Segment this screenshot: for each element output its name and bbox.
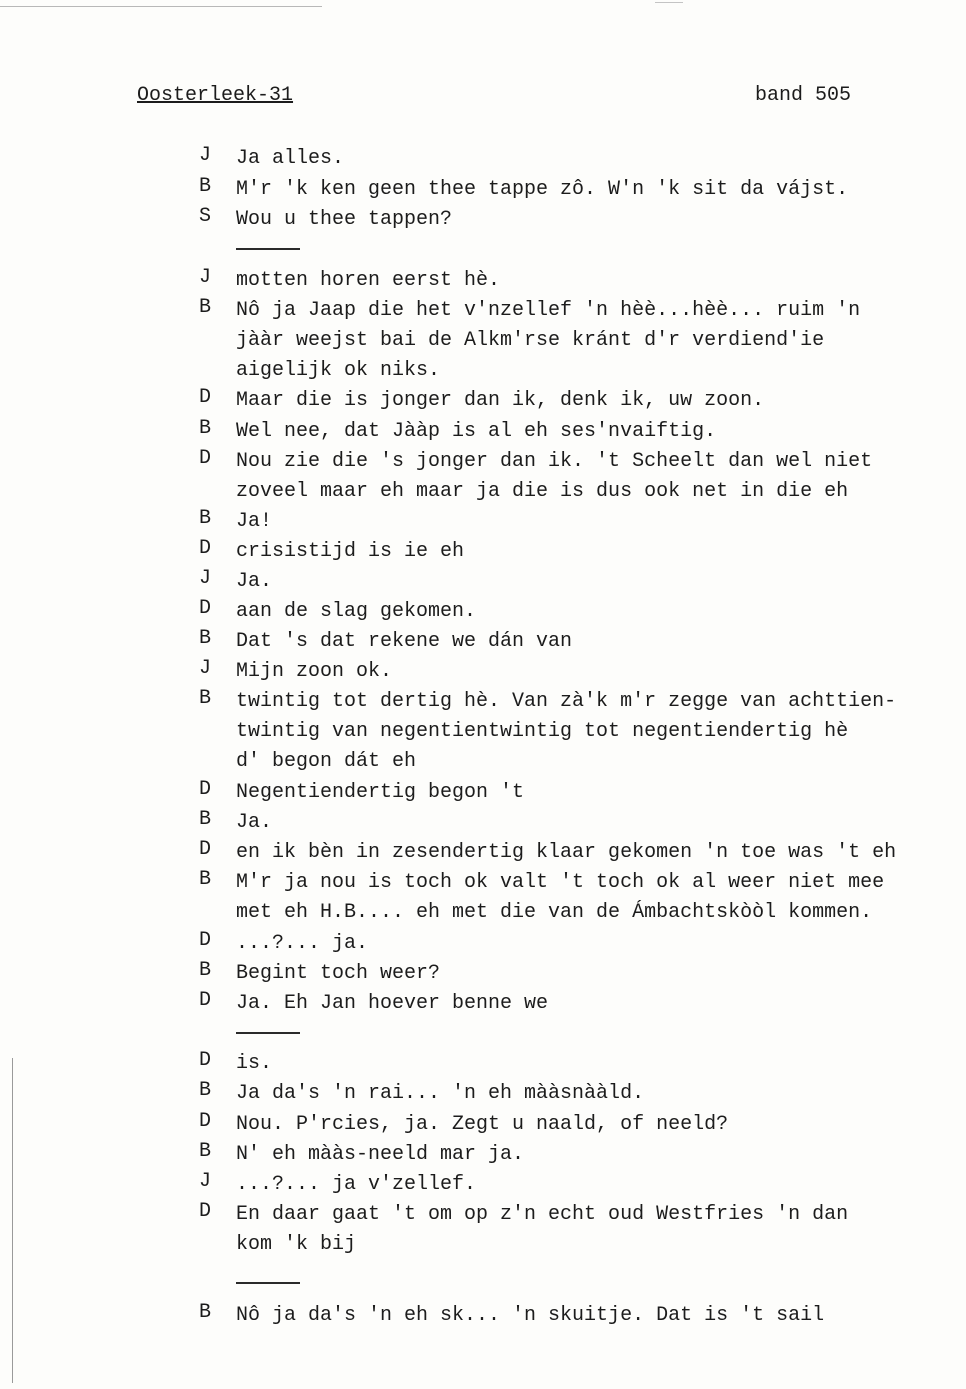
- utterance-line: Ja. Eh Jan hoever benne we: [236, 992, 549, 1015]
- page-header: [0, 84, 966, 114]
- utterance-line: Ja.: [236, 570, 273, 593]
- utterance-line: Nou. P'rcies, ja. Zegt u naald, of neeld?: [236, 1113, 729, 1136]
- utterance-line: Ja da's 'n rai... 'n eh mààsnààld.: [236, 1082, 645, 1105]
- speaker-label: B: [199, 1140, 212, 1163]
- speaker-label: D: [199, 386, 212, 409]
- speaker-label: J: [199, 266, 212, 289]
- speaker-label: D: [199, 838, 212, 861]
- utterance-line: Mijn zoon ok.: [236, 660, 393, 683]
- utterance-line: En daar gaat 't om op z'n echt oud Westfries 'n dan: [236, 1203, 849, 1226]
- band-number: band 505: [755, 84, 852, 107]
- speaker-label: D: [199, 537, 212, 560]
- utterance-line: Ja alles.: [236, 147, 345, 170]
- utterance-line: Nô ja da's 'n eh sk... 'n skuitje. Dat is 't sail: [236, 1304, 825, 1327]
- speaker-label: B: [199, 868, 212, 891]
- speaker-label: B: [199, 687, 212, 710]
- utterance-line: M'r ja nou is toch ok valt 't toch ok al weer niet mee: [236, 871, 885, 894]
- speaker-label: S: [199, 205, 212, 228]
- utterance-line: Begint toch weer?: [236, 962, 441, 985]
- document-title: Oosterleek-31: [137, 84, 294, 107]
- utterance-line: ...?... ja.: [236, 932, 369, 955]
- utterance-line: Dat 's dat rekene we dán van: [236, 630, 573, 653]
- section-separator: [236, 1032, 300, 1034]
- utterance-line: Wou u thee tappen?: [236, 208, 453, 231]
- utterance-line: ...?... ja v'zellef.: [236, 1173, 477, 1196]
- utterance-line: Wel nee, dat Jààp is al eh ses'nvaiftig.: [236, 420, 717, 443]
- utterance-line: jààr weejst bai de Alkm'rse kránt d'r verdiend'ie: [236, 329, 825, 352]
- speaker-label: B: [199, 627, 212, 650]
- utterance-line: is.: [236, 1052, 273, 1075]
- speaker-label: B: [199, 959, 212, 982]
- utterance-line: Nou zie die 's jonger dan ik. 't Scheelt dan wel niet: [236, 450, 873, 473]
- utterance-line: Nô ja Jaap die het v'nzellef 'n hèè...hèè... ruim 'n: [236, 299, 861, 322]
- speaker-label: J: [199, 567, 212, 590]
- utterance-line: motten horen eerst hè.: [236, 269, 501, 292]
- scan-edge-top-right: [655, 2, 683, 3]
- speaker-label: D: [199, 1200, 212, 1223]
- speaker-label: J: [199, 144, 212, 167]
- speaker-label: J: [199, 1170, 212, 1193]
- scan-edge-left: [12, 1058, 13, 1383]
- utterance-line: crisistijd is ie eh: [236, 540, 465, 563]
- speaker-label: D: [199, 929, 212, 952]
- utterance-line: d' begon dát eh: [236, 750, 417, 773]
- speaker-label: B: [199, 808, 212, 831]
- speaker-label: D: [199, 447, 212, 470]
- speaker-label: B: [199, 507, 212, 530]
- utterance-line: Negentiendertig begon 't: [236, 781, 525, 804]
- speaker-label: D: [199, 989, 212, 1012]
- speaker-label: D: [199, 1049, 212, 1072]
- utterance-line: N' eh mààs-neeld mar ja.: [236, 1143, 525, 1166]
- utterance-line: twintig tot dertig hè. Van zà'k m'r zegge van achttien-: [236, 690, 897, 713]
- section-separator: [236, 1282, 300, 1284]
- speaker-label: B: [199, 175, 212, 198]
- utterance-line: aigelijk ok niks.: [236, 359, 441, 382]
- utterance-line: Ja!: [236, 510, 273, 533]
- section-separator: [236, 248, 300, 250]
- speaker-label: B: [199, 1301, 212, 1324]
- speaker-label: B: [199, 296, 212, 319]
- speaker-label: J: [199, 657, 212, 680]
- speaker-label: D: [199, 1110, 212, 1133]
- utterance-line: zoveel maar eh maar ja die is dus ook net in die eh: [236, 480, 849, 503]
- utterance-line: Maar die is jonger dan ik, denk ik, uw zoon.: [236, 389, 765, 412]
- speaker-label: D: [199, 778, 212, 801]
- speaker-label: D: [199, 597, 212, 620]
- utterance-line: kom 'k bij: [236, 1233, 357, 1256]
- utterance-line: en ik bèn in zesendertig klaar gekomen 'n toe was 't eh: [236, 841, 897, 864]
- utterance-line: aan de slag gekomen.: [236, 600, 477, 623]
- utterance-line: Ja.: [236, 811, 273, 834]
- utterance-line: met eh H.B.... eh met die van de Ámbachtskòòl kommen.: [236, 901, 873, 924]
- speaker-label: B: [199, 1079, 212, 1102]
- speaker-label: B: [199, 417, 212, 440]
- scan-edge-top: [0, 6, 322, 7]
- utterance-line: M'r 'k ken geen thee tappe zô. W'n 'k sit da vájst.: [236, 178, 849, 201]
- utterance-line: twintig van negentientwintig tot negentiendertig hè: [236, 720, 849, 743]
